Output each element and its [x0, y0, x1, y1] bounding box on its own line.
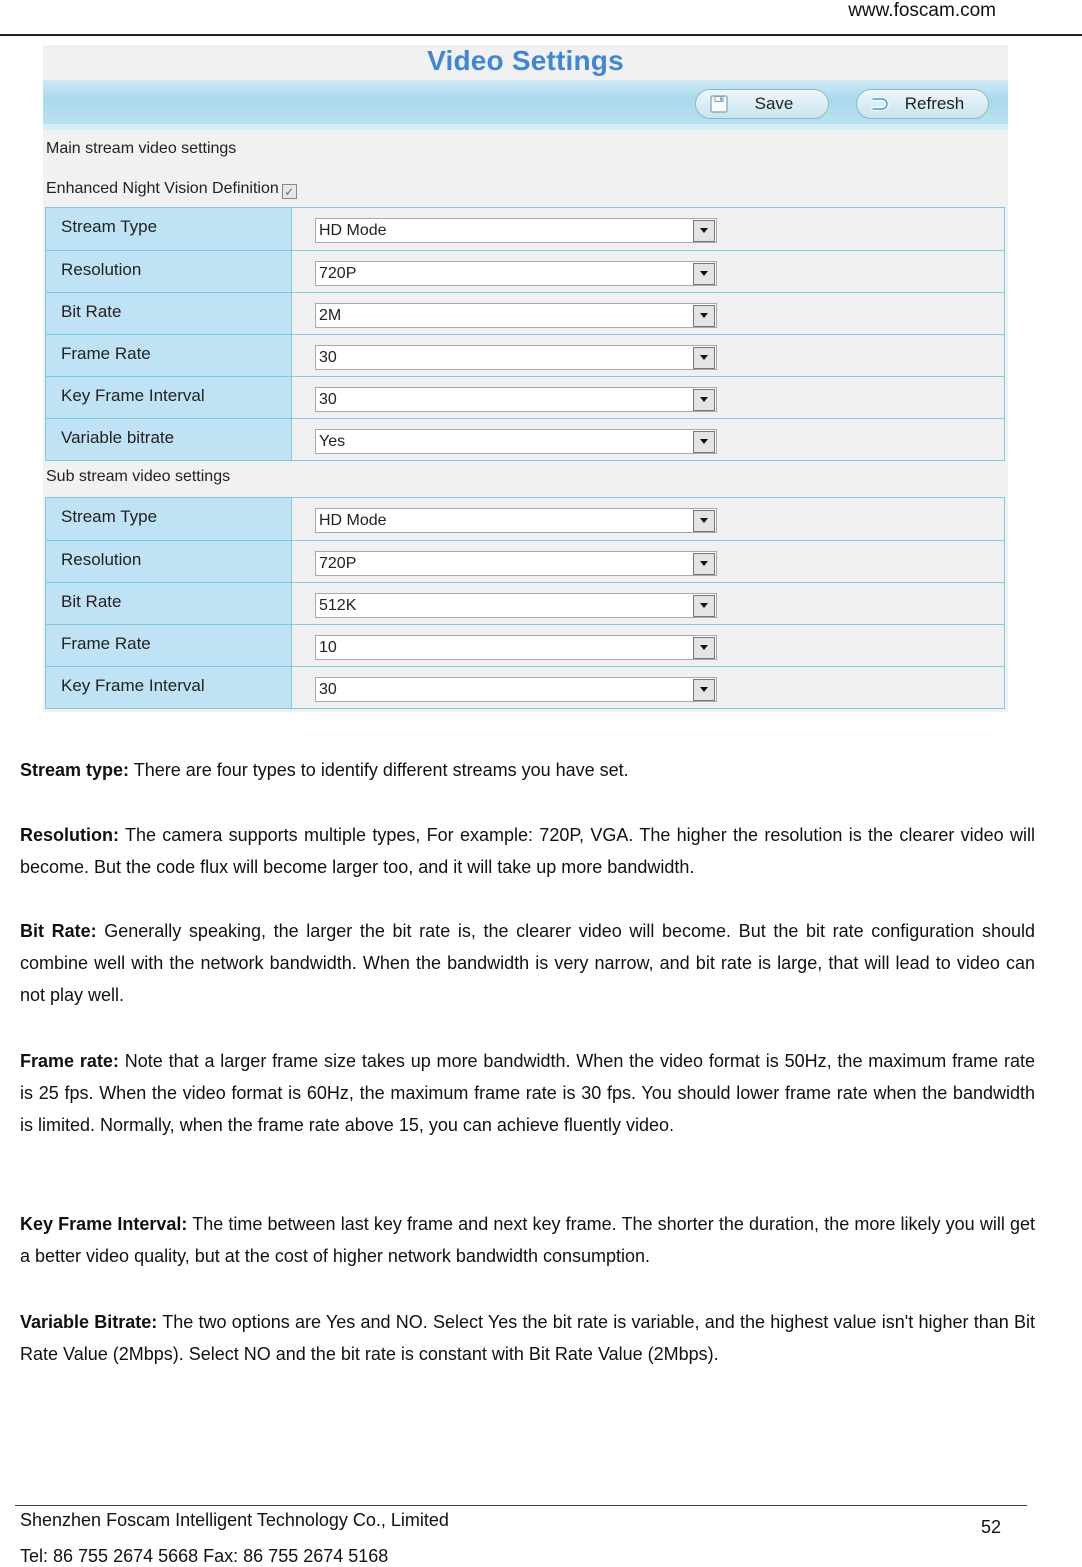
definition: The two options are Yes and NO. Select Yes the bit rate is variable, and the highest value isn't higher than Bit Rate Value (2Mbps). Select NO and the bit rate is constant with Bit Rate Value (2Mbps).	[20, 1312, 1035, 1364]
setting-label: Frame Rate	[46, 625, 292, 666]
term: Bit Rate:	[20, 921, 97, 941]
footer-divider	[15, 1505, 1027, 1506]
description-frame-rate	[20, 1045, 1035, 1141]
chevron-down-icon[interactable]	[693, 510, 715, 532]
setting-label: Stream Type	[46, 498, 292, 540]
chevron-down-icon[interactable]	[693, 679, 715, 701]
term: Variable Bitrate:	[20, 1312, 158, 1332]
main-stream-type-select[interactable]	[315, 218, 717, 243]
page-number: 52	[981, 1517, 1002, 1537]
main-frame-rate-select[interactable]	[315, 345, 717, 370]
description-bit-rate	[20, 915, 1035, 1011]
table-row	[46, 250, 1004, 292]
description-key-frame-interval	[20, 1208, 1035, 1272]
sub-bit-rate-select[interactable]	[315, 593, 717, 618]
table-row	[46, 624, 1004, 666]
chevron-down-icon[interactable]	[693, 389, 715, 411]
main-stream-heading: Main stream video settings	[46, 140, 237, 157]
select-value: 720P	[319, 554, 357, 572]
floppy-disk-icon	[708, 94, 730, 114]
setting-label: Bit Rate	[46, 293, 292, 334]
description-resolution	[20, 819, 1035, 883]
table-row	[46, 582, 1004, 624]
definition: Note that a larger frame size takes up more bandwidth. When the video format is 50Hz, the maximum frame rate is 25 fps. When the video format is 60Hz, the maximum frame rate is 30 fps. You should lower frame rate when the bandwidth is limited. Normally, when the frame rate above 15, you can achieve fluently video.	[20, 1051, 1035, 1135]
setting-label: Frame Rate	[46, 335, 292, 376]
main-resolution-select[interactable]	[315, 261, 717, 286]
select-value: 30	[319, 680, 337, 698]
setting-label: Bit Rate	[46, 583, 292, 624]
night-vision-checkbox[interactable]	[282, 184, 297, 199]
chevron-down-icon[interactable]	[693, 263, 715, 285]
refresh-button[interactable]	[856, 89, 989, 119]
sub-stream-heading: Sub stream video settings	[46, 468, 231, 485]
save-label: Save	[754, 94, 794, 113]
footer-company: Shenzhen Foscam Intelligent Technology Co., Limited	[20, 1510, 449, 1530]
night-vision-label: Enhanced Night Vision Definition	[46, 179, 279, 197]
table-row	[46, 418, 1004, 460]
sub-key-frame-interval-select[interactable]	[315, 677, 717, 702]
main-bit-rate-select[interactable]	[315, 303, 717, 328]
sub-stream-type-select[interactable]	[315, 508, 717, 533]
select-value: 2M	[319, 306, 342, 324]
chevron-down-icon[interactable]	[693, 347, 715, 369]
header-url: www.foscam.com	[848, 0, 996, 21]
select-value: 720P	[319, 264, 357, 282]
table-row	[46, 498, 1004, 540]
table-row	[46, 292, 1004, 334]
term: Frame rate:	[20, 1051, 119, 1071]
select-value: HD Mode	[319, 511, 387, 529]
refresh-label: Refresh	[904, 94, 965, 113]
footer-contact: Tel: 86 755 2674 5668 Fax: 86 755 2674 5168	[20, 1546, 389, 1566]
save-button[interactable]	[695, 89, 829, 119]
table-row	[46, 208, 1004, 250]
chevron-down-icon[interactable]	[693, 637, 715, 659]
setting-label: Resolution	[46, 541, 292, 582]
night-vision-option	[46, 178, 297, 199]
select-value: Yes	[319, 432, 346, 450]
select-value: 512K	[319, 596, 357, 614]
definition: Generally speaking, the larger the bit rate is, the clearer video will become. But the bit rate configuration should combine well with the network bandwidth. When the bandwidth is very narrow, and bit rate is large, that will lead to video can not play well.	[20, 921, 1035, 1005]
toolbar	[43, 80, 1008, 130]
definition: The time between last key frame and next key frame. The shorter the duration, the more likely you will get a better video quality, but at the cost of higher network bandwidth consumption.	[20, 1214, 1036, 1266]
refresh-arrow-icon	[869, 94, 891, 114]
chevron-down-icon[interactable]	[693, 305, 715, 327]
chevron-down-icon[interactable]	[693, 220, 715, 242]
table-row	[46, 540, 1004, 582]
setting-label: Resolution	[46, 251, 292, 292]
select-value: HD Mode	[319, 221, 387, 239]
definition: The camera supports multiple types, For example: 720P, VGA. The higher the resolution is the clearer video will become. But the code flux will become larger too, and it will take up more bandwidth.	[20, 825, 1035, 877]
sub-resolution-select[interactable]	[315, 551, 717, 576]
select-value: 30	[319, 390, 337, 408]
select-value: 10	[319, 638, 337, 656]
main-key-frame-interval-select[interactable]	[315, 387, 717, 412]
definition: There are four types to identify different streams you have set.	[129, 760, 629, 780]
main-stream-table	[45, 207, 1005, 461]
setting-label: Stream Type	[46, 208, 292, 250]
header-divider	[0, 34, 1082, 36]
chevron-down-icon[interactable]	[693, 553, 715, 575]
main-variable-bitrate-select[interactable]	[315, 429, 717, 454]
setting-label: Key Frame Interval	[46, 667, 292, 708]
setting-label: Variable bitrate	[46, 419, 292, 460]
page-title: Video Settings	[427, 45, 624, 76]
table-row	[46, 666, 1004, 708]
select-value: 30	[319, 348, 337, 366]
table-row	[46, 334, 1004, 376]
chevron-down-icon[interactable]	[693, 431, 715, 453]
term: Key Frame Interval:	[20, 1214, 188, 1234]
term: Resolution:	[20, 825, 119, 845]
table-row	[46, 376, 1004, 418]
description-variable-bitrate	[20, 1306, 1035, 1370]
sub-stream-table	[45, 497, 1005, 709]
video-settings-screenshot	[43, 45, 1008, 712]
description-stream-type	[20, 754, 1035, 786]
setting-label: Key Frame Interval	[46, 377, 292, 418]
sub-frame-rate-select[interactable]	[315, 635, 717, 660]
chevron-down-icon[interactable]	[693, 595, 715, 617]
checkmark-icon: ✓	[284, 184, 295, 199]
term: Stream type:	[20, 760, 130, 780]
